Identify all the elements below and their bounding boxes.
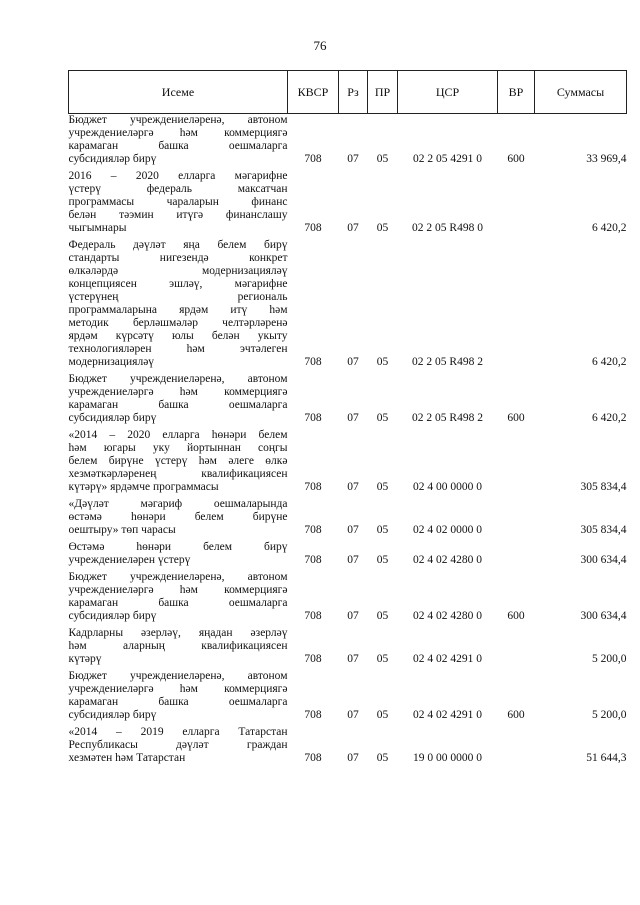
row-name: [69, 429, 288, 494]
row-name-line: үстерү федераль максатчан: [68, 183, 288, 195]
row-pr: 05: [376, 356, 389, 368]
row-vr: [498, 429, 535, 494]
row-rz: 07: [347, 412, 359, 424]
row-name: [69, 239, 288, 369]
row-kvsr: 708: [304, 653, 322, 665]
row-sum: 5 200,0: [592, 709, 627, 721]
row-name: [69, 726, 288, 765]
row-kvsr: 708: [304, 752, 322, 764]
row-sum: 300 634,4: [580, 610, 627, 622]
row-csr: 19 0 00 0000 0: [413, 752, 482, 764]
page-number: 76: [313, 38, 327, 53]
row-vr: 600: [507, 709, 525, 721]
row-sum: 6 420,2: [592, 222, 627, 234]
row-kvsr: 708: [304, 222, 322, 234]
row-rz: 07: [347, 610, 359, 622]
row-sum: 300 634,4: [580, 554, 627, 566]
row-name-line: учреждениеләргә һәм коммерциягә: [68, 127, 288, 139]
header-sum: Суммасы: [535, 71, 627, 114]
row-name: [69, 170, 288, 235]
row-kvsr: 708: [304, 412, 322, 424]
header-name: Исеме: [69, 71, 288, 114]
row-kvsr: 708: [304, 554, 322, 566]
row-name-line: һәм аларның квалификациясен: [68, 640, 288, 652]
row-csr: 02 4 02 0000 0: [413, 524, 482, 536]
row-name-line: һәм югары уку йортыннан соңгы: [68, 442, 288, 454]
row-name-line: субсидияләр бирү: [68, 153, 157, 165]
row-sum: 51 644,3: [586, 752, 627, 764]
row-name-line: субсидияләр бирү: [68, 412, 157, 424]
row-vr: 600: [507, 153, 525, 165]
row-vr: 600: [507, 412, 525, 424]
row-sum: 5 200,0: [592, 653, 627, 665]
row-name-line: учреждениеләргә һәм коммерциягә: [68, 386, 288, 398]
row-sum: 305 834,4: [580, 524, 627, 536]
row-name-line: Бюджет учреждениеләренә, автоном: [68, 373, 288, 385]
row-name-line: методик берләшмәләр челтәрләренә: [68, 317, 288, 329]
row-name-line: хезмәткәрләренең квалификациясен: [68, 468, 288, 480]
row-vr: [498, 170, 535, 235]
row-name-line: өлкәләрдә модернизацияләү: [68, 265, 288, 277]
table-row: [69, 541, 627, 567]
row-name-line: хезмәтен һәм Татарстан: [68, 752, 186, 764]
row-name-line: үстерүнең региональ: [68, 291, 288, 303]
table-row: [69, 114, 627, 167]
row-name-line: «2014 – 2019 елларга Татарстан: [68, 726, 288, 738]
header-vr: ВР: [498, 71, 535, 114]
row-name-line: оештыру» төп чарасы: [68, 524, 176, 536]
row-name-line: карамаган башка оешмаларга: [68, 399, 288, 411]
row-name-line: карамаган башка оешмаларга: [68, 140, 288, 152]
row-rz: 07: [347, 554, 359, 566]
row-name-line: Өстәмә һөнәри белем бирү: [68, 541, 288, 553]
row-name-line: субсидияләр бирү: [68, 610, 157, 622]
row-pr: 05: [376, 153, 389, 165]
row-pr: 05: [376, 222, 389, 234]
row-name-line: чыгымнары: [68, 222, 127, 234]
row-rz: 07: [347, 709, 359, 721]
row-pr: 05: [376, 752, 389, 764]
row-csr: 02 4 02 4291 0: [413, 653, 482, 665]
row-name-line: учреждениеләрен үстерү: [68, 554, 191, 566]
row-name-line: күтәрү: [68, 653, 102, 665]
row-name-line: белән тәэмин итүгә финанслашу: [68, 209, 288, 221]
row-name-line: Федераль дәүләт яңа белем бирү: [68, 239, 288, 251]
row-vr: [498, 726, 535, 765]
row-csr: 02 2 05 R498 2: [412, 356, 483, 368]
row-csr: 02 4 02 4291 0: [413, 709, 482, 721]
row-name: [69, 541, 288, 567]
row-name-line: Бюджет учреждениеләренә, автоном: [68, 571, 288, 583]
row-rz: 07: [347, 481, 359, 493]
row-name-line: Республикасы дәүләт граждан: [68, 739, 288, 751]
row-rz: 07: [347, 356, 359, 368]
row-name-line: программаларына ярдәм итү һәм: [68, 304, 288, 316]
row-kvsr: 708: [304, 481, 322, 493]
row-vr: [498, 627, 535, 666]
row-name-line: карамаган башка оешмаларга: [68, 696, 288, 708]
row-name-line: Бюджет учреждениеләренә, автоном: [68, 114, 288, 126]
row-csr: 02 2 05 R498 0: [412, 222, 483, 234]
row-kvsr: 708: [304, 356, 322, 368]
row-name-line: концепциясен эшләү, мәгарифне: [68, 278, 288, 290]
row-name-line: «Дәүләт мәгариф оешмаларында: [68, 498, 288, 510]
table-row: [69, 239, 627, 369]
table-row: [69, 726, 627, 765]
row-sum: 6 420,2: [592, 356, 627, 368]
row-name-line: Кадрларны әзерләү, яңадан әзерләү: [68, 627, 288, 639]
row-name-line: технологияләрен һәм эчтәлеген: [68, 343, 288, 355]
row-pr: 05: [376, 653, 389, 665]
table-row: [69, 498, 627, 537]
row-pr: 05: [376, 524, 389, 536]
row-name-line: модернизацияләү: [68, 356, 155, 368]
table-row: [69, 429, 627, 494]
row-name-line: өстәмә һөнәри белем бирүне: [68, 511, 288, 523]
row-sum: 33 969,4: [586, 153, 627, 165]
header-kvsr: КВСР: [288, 71, 339, 114]
row-name: [69, 670, 288, 722]
table-header-row: [69, 71, 627, 114]
row-sum: 6 420,2: [592, 412, 627, 424]
row-pr: 05: [376, 554, 389, 566]
row-name-line: учреждениеләргә һәм коммерциягә: [68, 584, 288, 596]
budget-table: [68, 70, 627, 765]
row-name: [69, 571, 288, 623]
row-kvsr: 708: [304, 524, 322, 536]
row-name-line: «2014 – 2020 елларга һөнәри белем: [68, 429, 288, 441]
row-pr: 05: [376, 481, 389, 493]
row-name-line: карамаган башка оешмаларга: [68, 597, 288, 609]
row-name: [69, 373, 288, 425]
row-name-line: ярдәм күрсәтү юлы белән укыту: [68, 330, 288, 342]
table-row: [69, 373, 627, 425]
row-csr: 02 4 02 4280 0: [413, 610, 482, 622]
row-name-line: белем бирүне үстерү һәм әлеге өлкә: [68, 455, 288, 467]
row-sum: 305 834,4: [580, 481, 627, 493]
row-csr: 02 2 05 4291 0: [413, 153, 482, 165]
row-name-line: учреждениеләргә һәм коммерциягә: [68, 683, 288, 695]
row-vr: [498, 239, 535, 369]
table-row: [69, 627, 627, 666]
row-csr: 02 4 00 0000 0: [413, 481, 482, 493]
row-rz: 07: [347, 153, 359, 165]
row-kvsr: 708: [304, 153, 322, 165]
header-csr: ЦСР: [398, 71, 498, 114]
row-name-line: күтәрү» ярдәмче программасы: [68, 481, 219, 493]
row-pr: 05: [376, 709, 389, 721]
row-name: [69, 627, 288, 666]
row-kvsr: 708: [304, 610, 322, 622]
row-name-line: Бюджет учреждениеләренә, автоном: [68, 670, 288, 682]
row-csr: 02 4 02 4280 0: [413, 554, 482, 566]
row-name-line: 2016 – 2020 елларга мәгарифне: [68, 170, 288, 182]
row-rz: 07: [347, 653, 359, 665]
header-rz: Рз: [339, 71, 368, 114]
row-name-line: субсидияләр бирү: [68, 709, 157, 721]
table-row: [69, 170, 627, 235]
row-pr: 05: [376, 610, 389, 622]
row-name-line: программасы чараларын финанс: [68, 196, 288, 208]
row-pr: 05: [376, 412, 389, 424]
row-name: [69, 498, 288, 537]
row-vr: 600: [507, 610, 525, 622]
row-rz: 07: [347, 222, 359, 234]
header-pr: ПР: [368, 71, 398, 114]
row-vr: [498, 498, 535, 537]
row-name: [69, 114, 288, 167]
table-row: [69, 571, 627, 623]
row-kvsr: 708: [304, 709, 322, 721]
row-rz: 07: [347, 752, 359, 764]
row-vr: [498, 541, 535, 567]
row-name-line: стандарты нигезендә конкрет: [68, 252, 288, 264]
row-rz: 07: [347, 524, 359, 536]
table-row: [69, 670, 627, 722]
row-csr: 02 2 05 R498 2: [412, 412, 483, 424]
